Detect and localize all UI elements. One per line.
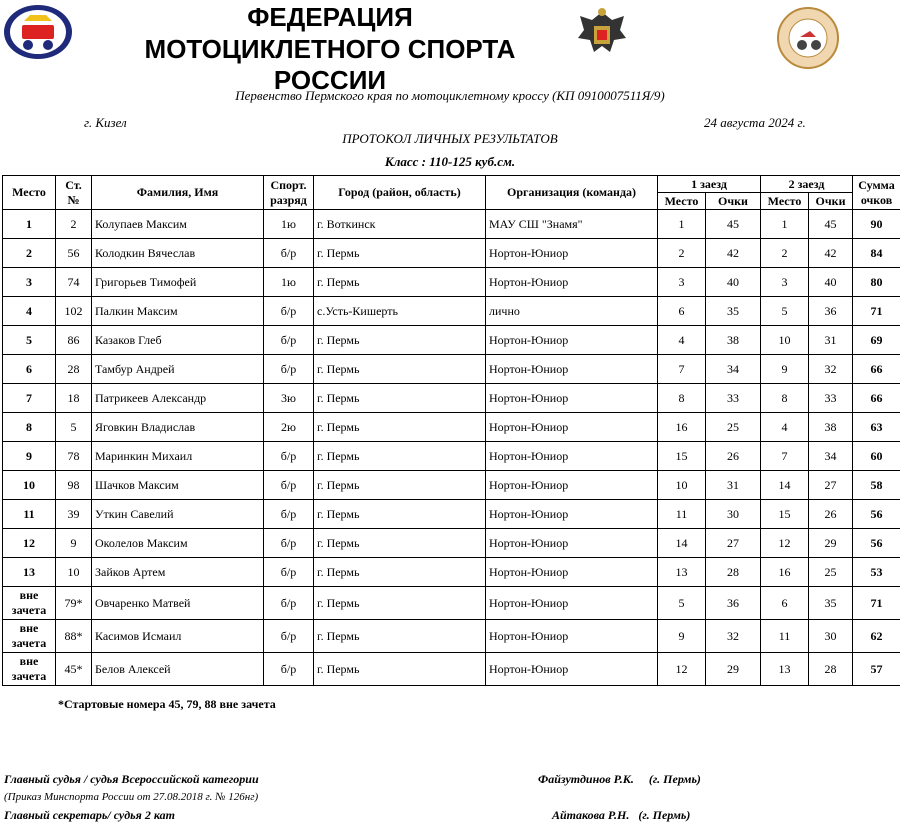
total-cell: 58 — [853, 471, 900, 500]
race1-place-cell: 12 — [658, 653, 706, 686]
race1-place-cell: 4 — [658, 326, 706, 355]
city-cell: г. Пермь — [314, 529, 486, 558]
race2-points-cell: 31 — [809, 326, 853, 355]
race1-points-cell: 34 — [706, 355, 761, 384]
race2-points-cell: 30 — [809, 620, 853, 653]
footnote: *Стартовые номера 45, 79, 88 вне зачета — [58, 697, 276, 711]
name-cell: Григорьев Тимофей — [92, 268, 264, 297]
header-race1: 1 заезд — [658, 176, 761, 193]
table-row — [3, 558, 900, 587]
start-no-cell: 79* — [56, 587, 92, 620]
city-cell: г. Пермь — [314, 500, 486, 529]
org-cell: Нортон-Юниор — [486, 442, 658, 471]
name-cell: Тамбур Андрей — [92, 355, 264, 384]
start-no-cell: 102 — [56, 297, 92, 326]
race2-points-cell: 25 — [809, 558, 853, 587]
rank-cell: 3ю — [264, 384, 314, 413]
city-cell: г. Пермь — [314, 653, 486, 686]
race1-place-cell: 15 — [658, 442, 706, 471]
race1-points-cell: 32 — [706, 620, 761, 653]
race2-points-cell: 42 — [809, 239, 853, 268]
start-no-cell: 28 — [56, 355, 92, 384]
race2-place-cell: 13 — [761, 653, 809, 686]
rank-cell: 2ю — [264, 413, 314, 442]
total-cell: 66 — [853, 384, 900, 413]
start-no-cell: 5 — [56, 413, 92, 442]
org-cell: Нортон-Юниор — [486, 558, 658, 587]
start-no-cell: 2 — [56, 210, 92, 239]
rank-cell: б/р — [264, 326, 314, 355]
race1-place-cell: 1 — [658, 210, 706, 239]
table-row — [3, 653, 900, 686]
race1-place-cell: 2 — [658, 239, 706, 268]
race2-place-cell: 15 — [761, 500, 809, 529]
race1-place-cell: 3 — [658, 268, 706, 297]
header-total: Сумма очков — [853, 176, 900, 210]
rank-cell: б/р — [264, 297, 314, 326]
city-cell: г. Пермь — [314, 268, 486, 297]
org-cell: Нортон-Юниор — [486, 384, 658, 413]
header-rank: Спорт. разряд — [264, 176, 314, 210]
total-cell: 84 — [853, 239, 900, 268]
start-no-cell: 18 — [56, 384, 92, 413]
table-row — [3, 210, 900, 239]
race1-points-cell: 31 — [706, 471, 761, 500]
table-row — [3, 620, 900, 653]
race2-points-cell: 34 — [809, 442, 853, 471]
name-cell: Палкин Максим — [92, 297, 264, 326]
race1-points-cell: 40 — [706, 268, 761, 297]
rank-cell: 1ю — [264, 210, 314, 239]
org-cell: Нортон-Юниор — [486, 413, 658, 442]
header-race1-points: Очки — [706, 193, 761, 210]
order-note: (Приказ Минспорта России от 27.08.2018 г. № 126нг) — [4, 791, 259, 803]
org-cell: Нортон-Юниор — [486, 529, 658, 558]
total-cell: 69 — [853, 326, 900, 355]
header-place: Место — [3, 176, 56, 210]
name-cell: Колупаев Максим — [92, 210, 264, 239]
place-cell: 8 — [3, 413, 56, 442]
rank-cell: б/р — [264, 558, 314, 587]
header-name: Фамилия, Имя — [92, 176, 264, 210]
race1-points-cell: 36 — [706, 587, 761, 620]
race2-points-cell: 45 — [809, 210, 853, 239]
race2-place-cell: 4 — [761, 413, 809, 442]
header-race2-points: Очки — [809, 193, 853, 210]
header-race2-place: Место — [761, 193, 809, 210]
race2-points-cell: 40 — [809, 268, 853, 297]
name-cell: Околелов Максим — [92, 529, 264, 558]
org-cell: Нортон-Юниор — [486, 620, 658, 653]
race2-place-cell: 5 — [761, 297, 809, 326]
race2-points-cell: 38 — [809, 413, 853, 442]
rank-cell: 1ю — [264, 268, 314, 297]
race2-points-cell: 26 — [809, 500, 853, 529]
org-cell: Нортон-Юниор — [486, 355, 658, 384]
race2-points-cell: 32 — [809, 355, 853, 384]
place-cell: 13 — [3, 558, 56, 587]
class-label: Класс : 110-125 куб.см. — [384, 154, 516, 169]
start-no-cell: 86 — [56, 326, 92, 355]
name-cell: Овчаренко Матвей — [92, 587, 264, 620]
city-cell: с.Усть-Кишерть — [314, 297, 486, 326]
race1-points-cell: 26 — [706, 442, 761, 471]
rank-cell: б/р — [264, 653, 314, 686]
event-date: 24 августа 2024 г. — [704, 115, 806, 130]
total-cell: 57 — [853, 653, 900, 686]
race1-points-cell: 45 — [706, 210, 761, 239]
table-row — [3, 500, 900, 529]
org-cell: лично — [486, 297, 658, 326]
table-row — [3, 529, 900, 558]
race1-place-cell: 9 — [658, 620, 706, 653]
race2-place-cell: 14 — [761, 471, 809, 500]
race1-place-cell: 10 — [658, 471, 706, 500]
start-no-cell: 78 — [56, 442, 92, 471]
name-cell: Касимов Исмаил — [92, 620, 264, 653]
race1-place-cell: 6 — [658, 297, 706, 326]
city-cell: г. Пермь — [314, 384, 486, 413]
city-cell: г. Пермь — [314, 442, 486, 471]
start-no-cell: 98 — [56, 471, 92, 500]
results-table — [2, 175, 900, 686]
race2-place-cell: 1 — [761, 210, 809, 239]
race1-place-cell: 7 — [658, 355, 706, 384]
total-cell: 63 — [853, 413, 900, 442]
race1-place-cell: 16 — [658, 413, 706, 442]
regional-federation-logo — [774, 7, 842, 69]
start-no-cell: 88* — [56, 620, 92, 653]
race1-points-cell: 29 — [706, 653, 761, 686]
rank-cell: б/р — [264, 587, 314, 620]
table-row — [3, 587, 900, 620]
rank-cell: б/р — [264, 500, 314, 529]
rank-cell: б/р — [264, 471, 314, 500]
org-cell: Нортон-Юниор — [486, 500, 658, 529]
race1-points-cell: 35 — [706, 297, 761, 326]
place-cell: 3 — [3, 268, 56, 297]
header-start-no: Ст. № — [56, 176, 92, 210]
race1-points-cell: 33 — [706, 384, 761, 413]
mfr-logo — [2, 3, 74, 61]
race2-points-cell: 33 — [809, 384, 853, 413]
header-org: Организация (команда) — [486, 176, 658, 210]
total-cell: 80 — [853, 268, 900, 297]
race2-points-cell: 29 — [809, 529, 853, 558]
race1-points-cell: 27 — [706, 529, 761, 558]
race2-place-cell: 6 — [761, 587, 809, 620]
race2-place-cell: 12 — [761, 529, 809, 558]
table-row — [3, 239, 900, 268]
table-row — [3, 413, 900, 442]
name-cell: Казаков Глеб — [92, 326, 264, 355]
race1-place-cell: 13 — [658, 558, 706, 587]
table-row — [3, 355, 900, 384]
name-cell: Шачков Максим — [92, 471, 264, 500]
start-no-cell: 39 — [56, 500, 92, 529]
race2-place-cell: 9 — [761, 355, 809, 384]
city-cell: г. Пермь — [314, 326, 486, 355]
city-cell: г. Пермь — [314, 558, 486, 587]
name-cell: Патрикеев Александр — [92, 384, 264, 413]
table-row — [3, 268, 900, 297]
title-line-1: ФЕДЕРАЦИЯ — [247, 2, 413, 32]
race1-points-cell: 38 — [706, 326, 761, 355]
city-cell: г. Пермь — [314, 355, 486, 384]
race1-points-cell: 28 — [706, 558, 761, 587]
table-row — [3, 326, 900, 355]
place-cell: 6 — [3, 355, 56, 384]
org-cell: Нортон-Юниор — [486, 239, 658, 268]
start-no-cell: 45* — [56, 653, 92, 686]
table-row — [3, 297, 900, 326]
name-cell: Белов Алексей — [92, 653, 264, 686]
race2-points-cell: 28 — [809, 653, 853, 686]
table-row — [3, 471, 900, 500]
start-no-cell: 9 — [56, 529, 92, 558]
total-cell: 56 — [853, 529, 900, 558]
total-cell: 60 — [853, 442, 900, 471]
race2-place-cell: 8 — [761, 384, 809, 413]
total-cell: 71 — [853, 297, 900, 326]
place-cell: 12 — [3, 529, 56, 558]
city-cell: г. Пермь — [314, 587, 486, 620]
rank-cell: б/р — [264, 239, 314, 268]
start-no-cell: 10 — [56, 558, 92, 587]
total-cell: 71 — [853, 587, 900, 620]
race2-place-cell: 11 — [761, 620, 809, 653]
judge-title: Главный судья / судья Всероссийской категории — [4, 772, 259, 786]
place-cell: 7 — [3, 384, 56, 413]
race2-points-cell: 27 — [809, 471, 853, 500]
rank-cell: б/р — [264, 355, 314, 384]
event-name: Первенство Пермского края по мотоциклетному кроссу (КП 0910007511Я/9) — [235, 88, 665, 103]
place-cell: 2 — [3, 239, 56, 268]
race2-place-cell: 10 — [761, 326, 809, 355]
name-cell: Уткин Савелий — [92, 500, 264, 529]
secretary-title: Главный секретарь/ судья 2 кат — [4, 808, 175, 822]
city-cell: г. Пермь — [314, 620, 486, 653]
name-cell: Колодкин Вячеслав — [92, 239, 264, 268]
city-cell: г. Пермь — [314, 471, 486, 500]
race1-place-cell: 8 — [658, 384, 706, 413]
org-cell: Нортон-Юниор — [486, 268, 658, 297]
name-cell: Зайков Артем — [92, 558, 264, 587]
place-cell: вне зачета — [3, 620, 56, 653]
place-cell: вне зачета — [3, 587, 56, 620]
place-cell: 9 — [3, 442, 56, 471]
org-cell: Нортон-Юниор — [486, 326, 658, 355]
header-race2: 2 заезд — [761, 176, 853, 193]
name-cell: Яговкин Владислав — [92, 413, 264, 442]
org-cell: Нортон-Юниор — [486, 587, 658, 620]
rank-cell: б/р — [264, 442, 314, 471]
place-cell: 5 — [3, 326, 56, 355]
place-cell: 1 — [3, 210, 56, 239]
place-cell: 10 — [3, 471, 56, 500]
race1-place-cell: 14 — [658, 529, 706, 558]
place-cell: 4 — [3, 297, 56, 326]
race1-points-cell: 25 — [706, 413, 761, 442]
total-cell: 66 — [853, 355, 900, 384]
rank-cell: б/р — [264, 529, 314, 558]
event-city: г. Кизел — [84, 115, 127, 130]
total-cell: 90 — [853, 210, 900, 239]
race1-points-cell: 42 — [706, 239, 761, 268]
city-cell: г. Пермь — [314, 413, 486, 442]
start-no-cell: 74 — [56, 268, 92, 297]
org-cell: МАУ СШ "Знамя" — [486, 210, 658, 239]
start-no-cell: 56 — [56, 239, 92, 268]
race1-place-cell: 5 — [658, 587, 706, 620]
org-cell: Нортон-Юниор — [486, 471, 658, 500]
name-cell: Маринкин Михаил — [92, 442, 264, 471]
header-city: Город (район, область) — [314, 176, 486, 210]
protocol-title: ПРОТОКОЛ ЛИЧНЫХ РЕЗУЛЬТАТОВ — [342, 131, 558, 146]
rank-cell: б/р — [264, 620, 314, 653]
race1-place-cell: 11 — [658, 500, 706, 529]
race2-place-cell: 7 — [761, 442, 809, 471]
race2-points-cell: 35 — [809, 587, 853, 620]
place-cell: вне зачета — [3, 653, 56, 686]
race2-points-cell: 36 — [809, 297, 853, 326]
total-cell: 56 — [853, 500, 900, 529]
russia-emblem — [572, 6, 632, 62]
race2-place-cell: 16 — [761, 558, 809, 587]
race1-points-cell: 30 — [706, 500, 761, 529]
judge-name: Файзутдинов Р.К. (г. Пермь) — [538, 772, 701, 786]
title-line-2: МОТОЦИКЛЕТНОГО СПОРТА РОССИИ — [144, 34, 516, 95]
header-race1-place: Место — [658, 193, 706, 210]
org-cell: Нортон-Юниор — [486, 653, 658, 686]
total-cell: 53 — [853, 558, 900, 587]
place-cell: 11 — [3, 500, 56, 529]
secretary-name: Айтакова Р.Н. (г. Пермь) — [552, 808, 691, 822]
table-row — [3, 442, 900, 471]
total-cell: 62 — [853, 620, 900, 653]
city-cell: г. Воткинск — [314, 210, 486, 239]
table-row — [3, 384, 900, 413]
race2-place-cell: 3 — [761, 268, 809, 297]
race2-place-cell: 2 — [761, 239, 809, 268]
city-cell: г. Пермь — [314, 239, 486, 268]
